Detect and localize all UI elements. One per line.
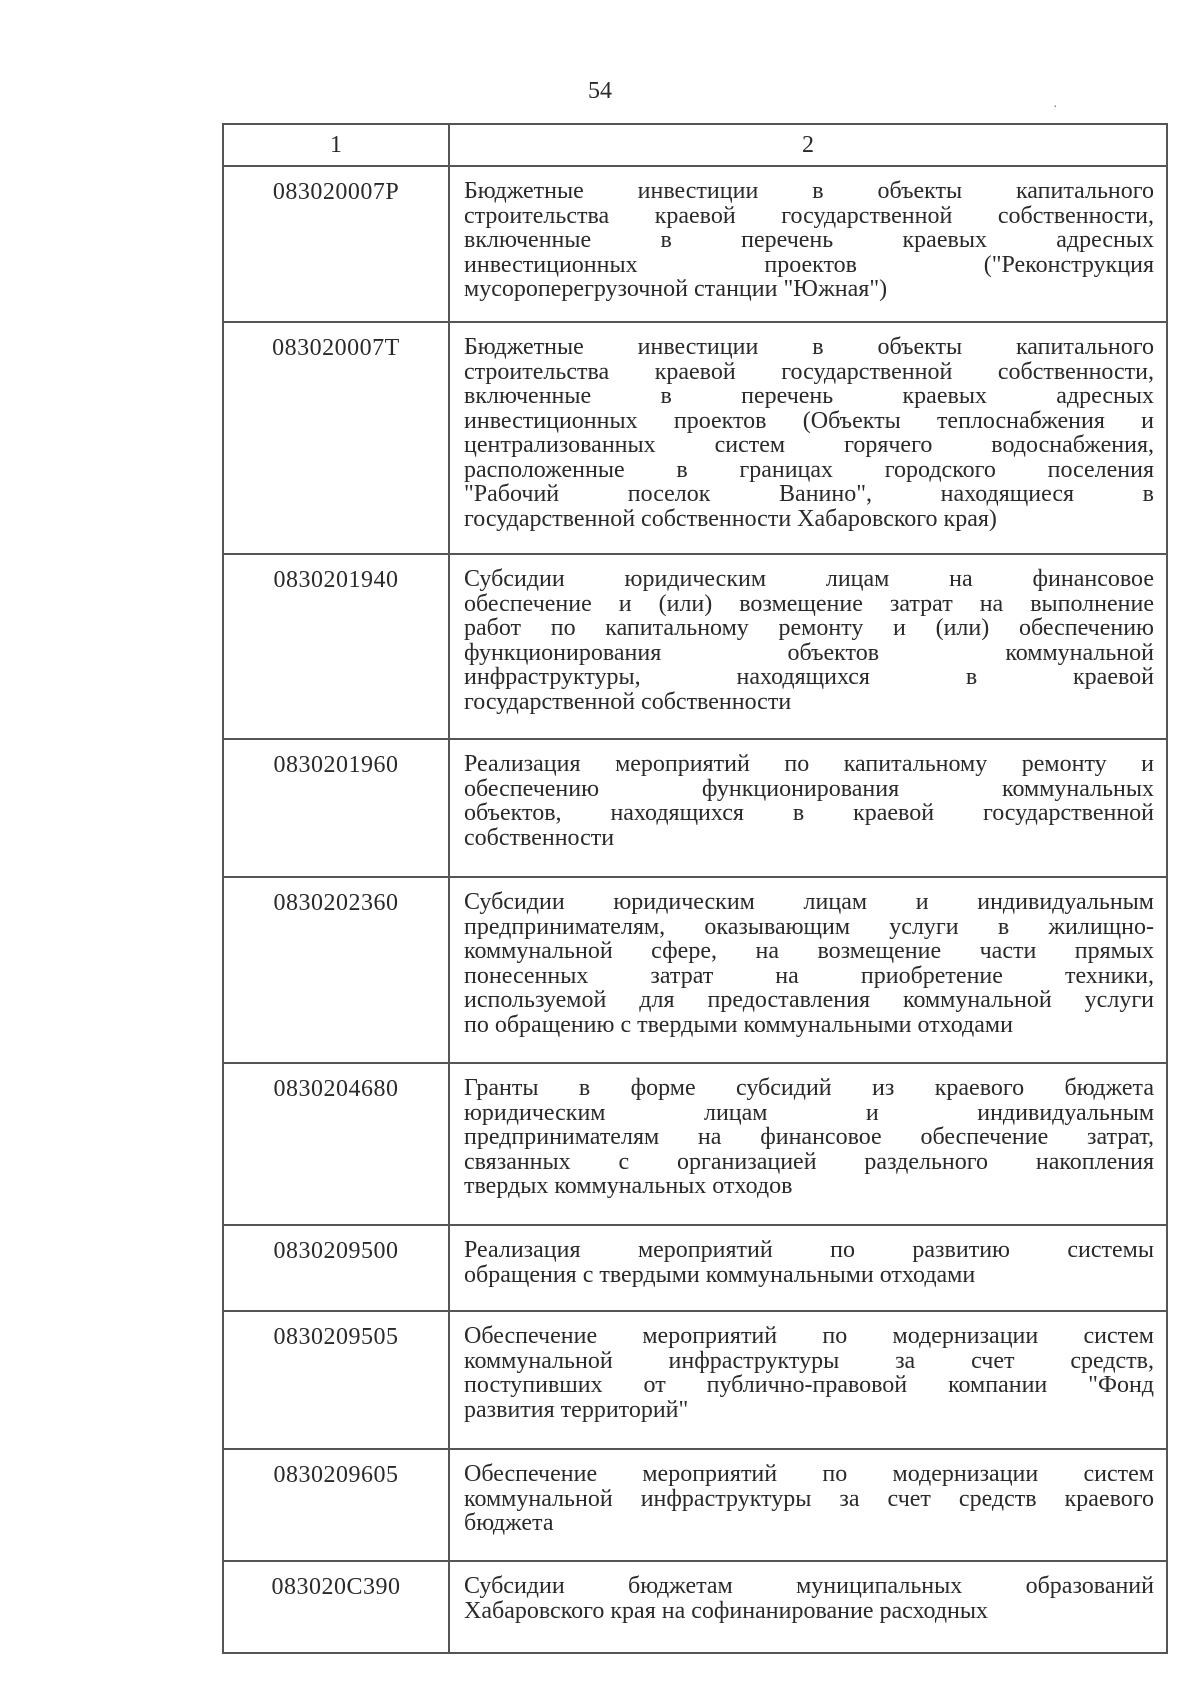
description-line: юридическим лицам и индивидуальным bbox=[464, 1099, 1154, 1126]
row-description bbox=[449, 166, 1167, 322]
description-line: собственности bbox=[464, 824, 615, 851]
row-description bbox=[449, 322, 1167, 554]
row-description bbox=[449, 1449, 1167, 1561]
description-line: коммунальной инфраструктуры за счет средств краевого bbox=[464, 1485, 1154, 1512]
description-line: Субсидии юридическим лицам и индивидуальным bbox=[464, 889, 1154, 915]
description-line: Хабаровского края на софинанирование расходных bbox=[464, 1597, 989, 1624]
description-line: включенные в перечень краевых адресных bbox=[464, 227, 1154, 253]
description-line: Гранты в форме субсидий из краевого бюджета bbox=[464, 1075, 1154, 1101]
description-line: объектов, находящихся в краевой государственной bbox=[464, 800, 1154, 826]
description-line: инфраструктуры, находящихся в краевой bbox=[464, 664, 1154, 690]
description-line: поступивших от публично-правовой компании "Фонд bbox=[464, 1372, 1154, 1398]
table-row bbox=[223, 554, 1167, 739]
description-line: работ по капитальному ремонту и (или) обеспечению bbox=[464, 615, 1154, 641]
row-code: 0830204680 bbox=[223, 1063, 449, 1225]
table-row bbox=[223, 1311, 1167, 1449]
header-row bbox=[223, 124, 1167, 166]
row-code: 0830209605 bbox=[223, 1449, 449, 1561]
table-row bbox=[223, 322, 1167, 554]
description-line: обеспечению функционирования коммунальных bbox=[464, 775, 1154, 802]
description-line: "Рабочий поселок Ванино", находящиеся в bbox=[464, 481, 1154, 507]
table-row bbox=[223, 739, 1167, 877]
description-line: государственной собственности bbox=[464, 688, 792, 715]
table-row bbox=[223, 1449, 1167, 1561]
scan-speck: · bbox=[1053, 100, 1058, 115]
row-code: 083020007Р bbox=[223, 166, 449, 322]
row-description bbox=[449, 1063, 1167, 1225]
description-line: Субсидии бюджетам муниципальных образований bbox=[464, 1573, 1154, 1599]
description-line: инвестиционных проектов ("Реконструкция bbox=[464, 251, 1154, 278]
description-line: предпринимателям на финансовое обеспечение затрат, bbox=[464, 1124, 1154, 1150]
description-line: коммунальной сфере, на возмещение части прямых bbox=[464, 938, 1154, 964]
row-code: 0830201960 bbox=[223, 739, 449, 877]
description-line: централизованных систем горячего водоснабжения, bbox=[464, 432, 1154, 458]
budget-classification-table bbox=[222, 123, 1168, 1654]
description-line: коммунальной инфраструктуры за счет средств, bbox=[464, 1347, 1154, 1374]
description-line: Бюджетные инвестиции в объекты капитального bbox=[464, 334, 1154, 360]
description-line: понесенных затрат на приобретение техники, bbox=[464, 962, 1154, 989]
description-line: обеспечение и (или) возмещение затрат на выполнение bbox=[464, 590, 1154, 617]
description-line: функционирования объектов коммунальной bbox=[464, 639, 1154, 666]
row-code: 083020007Т bbox=[223, 322, 449, 554]
description-line: мусороперегрузочной станции "Южная") bbox=[464, 276, 888, 302]
header-col-1: 1 bbox=[223, 124, 449, 166]
description-line: обращения с твердыми коммунальными отходами bbox=[464, 1261, 976, 1288]
row-description bbox=[449, 1561, 1167, 1653]
row-description bbox=[449, 877, 1167, 1063]
description-line: бюджета bbox=[464, 1510, 554, 1536]
table-row bbox=[223, 1063, 1167, 1225]
row-code: 0830202360 bbox=[223, 877, 449, 1063]
table-row bbox=[223, 166, 1167, 322]
row-description bbox=[449, 554, 1167, 739]
row-code: 0830209505 bbox=[223, 1311, 449, 1449]
table-row bbox=[223, 1225, 1167, 1311]
row-description bbox=[449, 739, 1167, 877]
description-line: строительства краевой государственной собственности, bbox=[464, 358, 1154, 385]
description-line: связанных с организацией раздельного накопления bbox=[464, 1148, 1154, 1175]
description-line: строительства краевой государственной собственности, bbox=[464, 202, 1154, 229]
row-code: 083020С390 bbox=[223, 1561, 449, 1653]
row-code: 0830201940 bbox=[223, 554, 449, 739]
description-line: Бюджетные инвестиции в объекты капитального bbox=[464, 178, 1154, 204]
description-line: расположенные в границах городского поселения bbox=[464, 456, 1154, 483]
description-line: твердых коммунальных отходов bbox=[464, 1173, 793, 1199]
description-line: Обеспечение мероприятий по модернизации систем bbox=[464, 1323, 1154, 1349]
row-description bbox=[449, 1311, 1167, 1449]
description-line: Реализация мероприятий по капитальному ремонту и bbox=[464, 751, 1154, 777]
description-line: по обращению с твердыми коммунальными отходами bbox=[464, 1011, 1013, 1038]
table-row bbox=[223, 877, 1167, 1063]
description-line: предпринимателям, оказывающим услуги в жилищно- bbox=[464, 913, 1154, 940]
description-line: государственной собственности Хабаровского края) bbox=[464, 505, 997, 532]
description-line: инвестиционных проектов (Объекты теплоснабжения и bbox=[464, 407, 1154, 434]
description-line: развития территорий" bbox=[464, 1396, 689, 1423]
description-line: включенные в перечень краевых адресных bbox=[464, 383, 1154, 409]
table-row bbox=[223, 1561, 1167, 1653]
page-number: 54 bbox=[588, 78, 612, 104]
description-line: Обеспечение мероприятий по модернизации систем bbox=[464, 1461, 1154, 1487]
row-code: 0830209500 bbox=[223, 1225, 449, 1311]
description-line: используемой для предоставления коммунальной услуги bbox=[464, 987, 1154, 1013]
description-line: Реализация мероприятий по развитию системы bbox=[464, 1237, 1154, 1263]
row-description bbox=[449, 1225, 1167, 1311]
header-col-2: 2 bbox=[449, 124, 1167, 166]
description-line: Субсидии юридическим лицам на финансовое bbox=[464, 566, 1154, 592]
